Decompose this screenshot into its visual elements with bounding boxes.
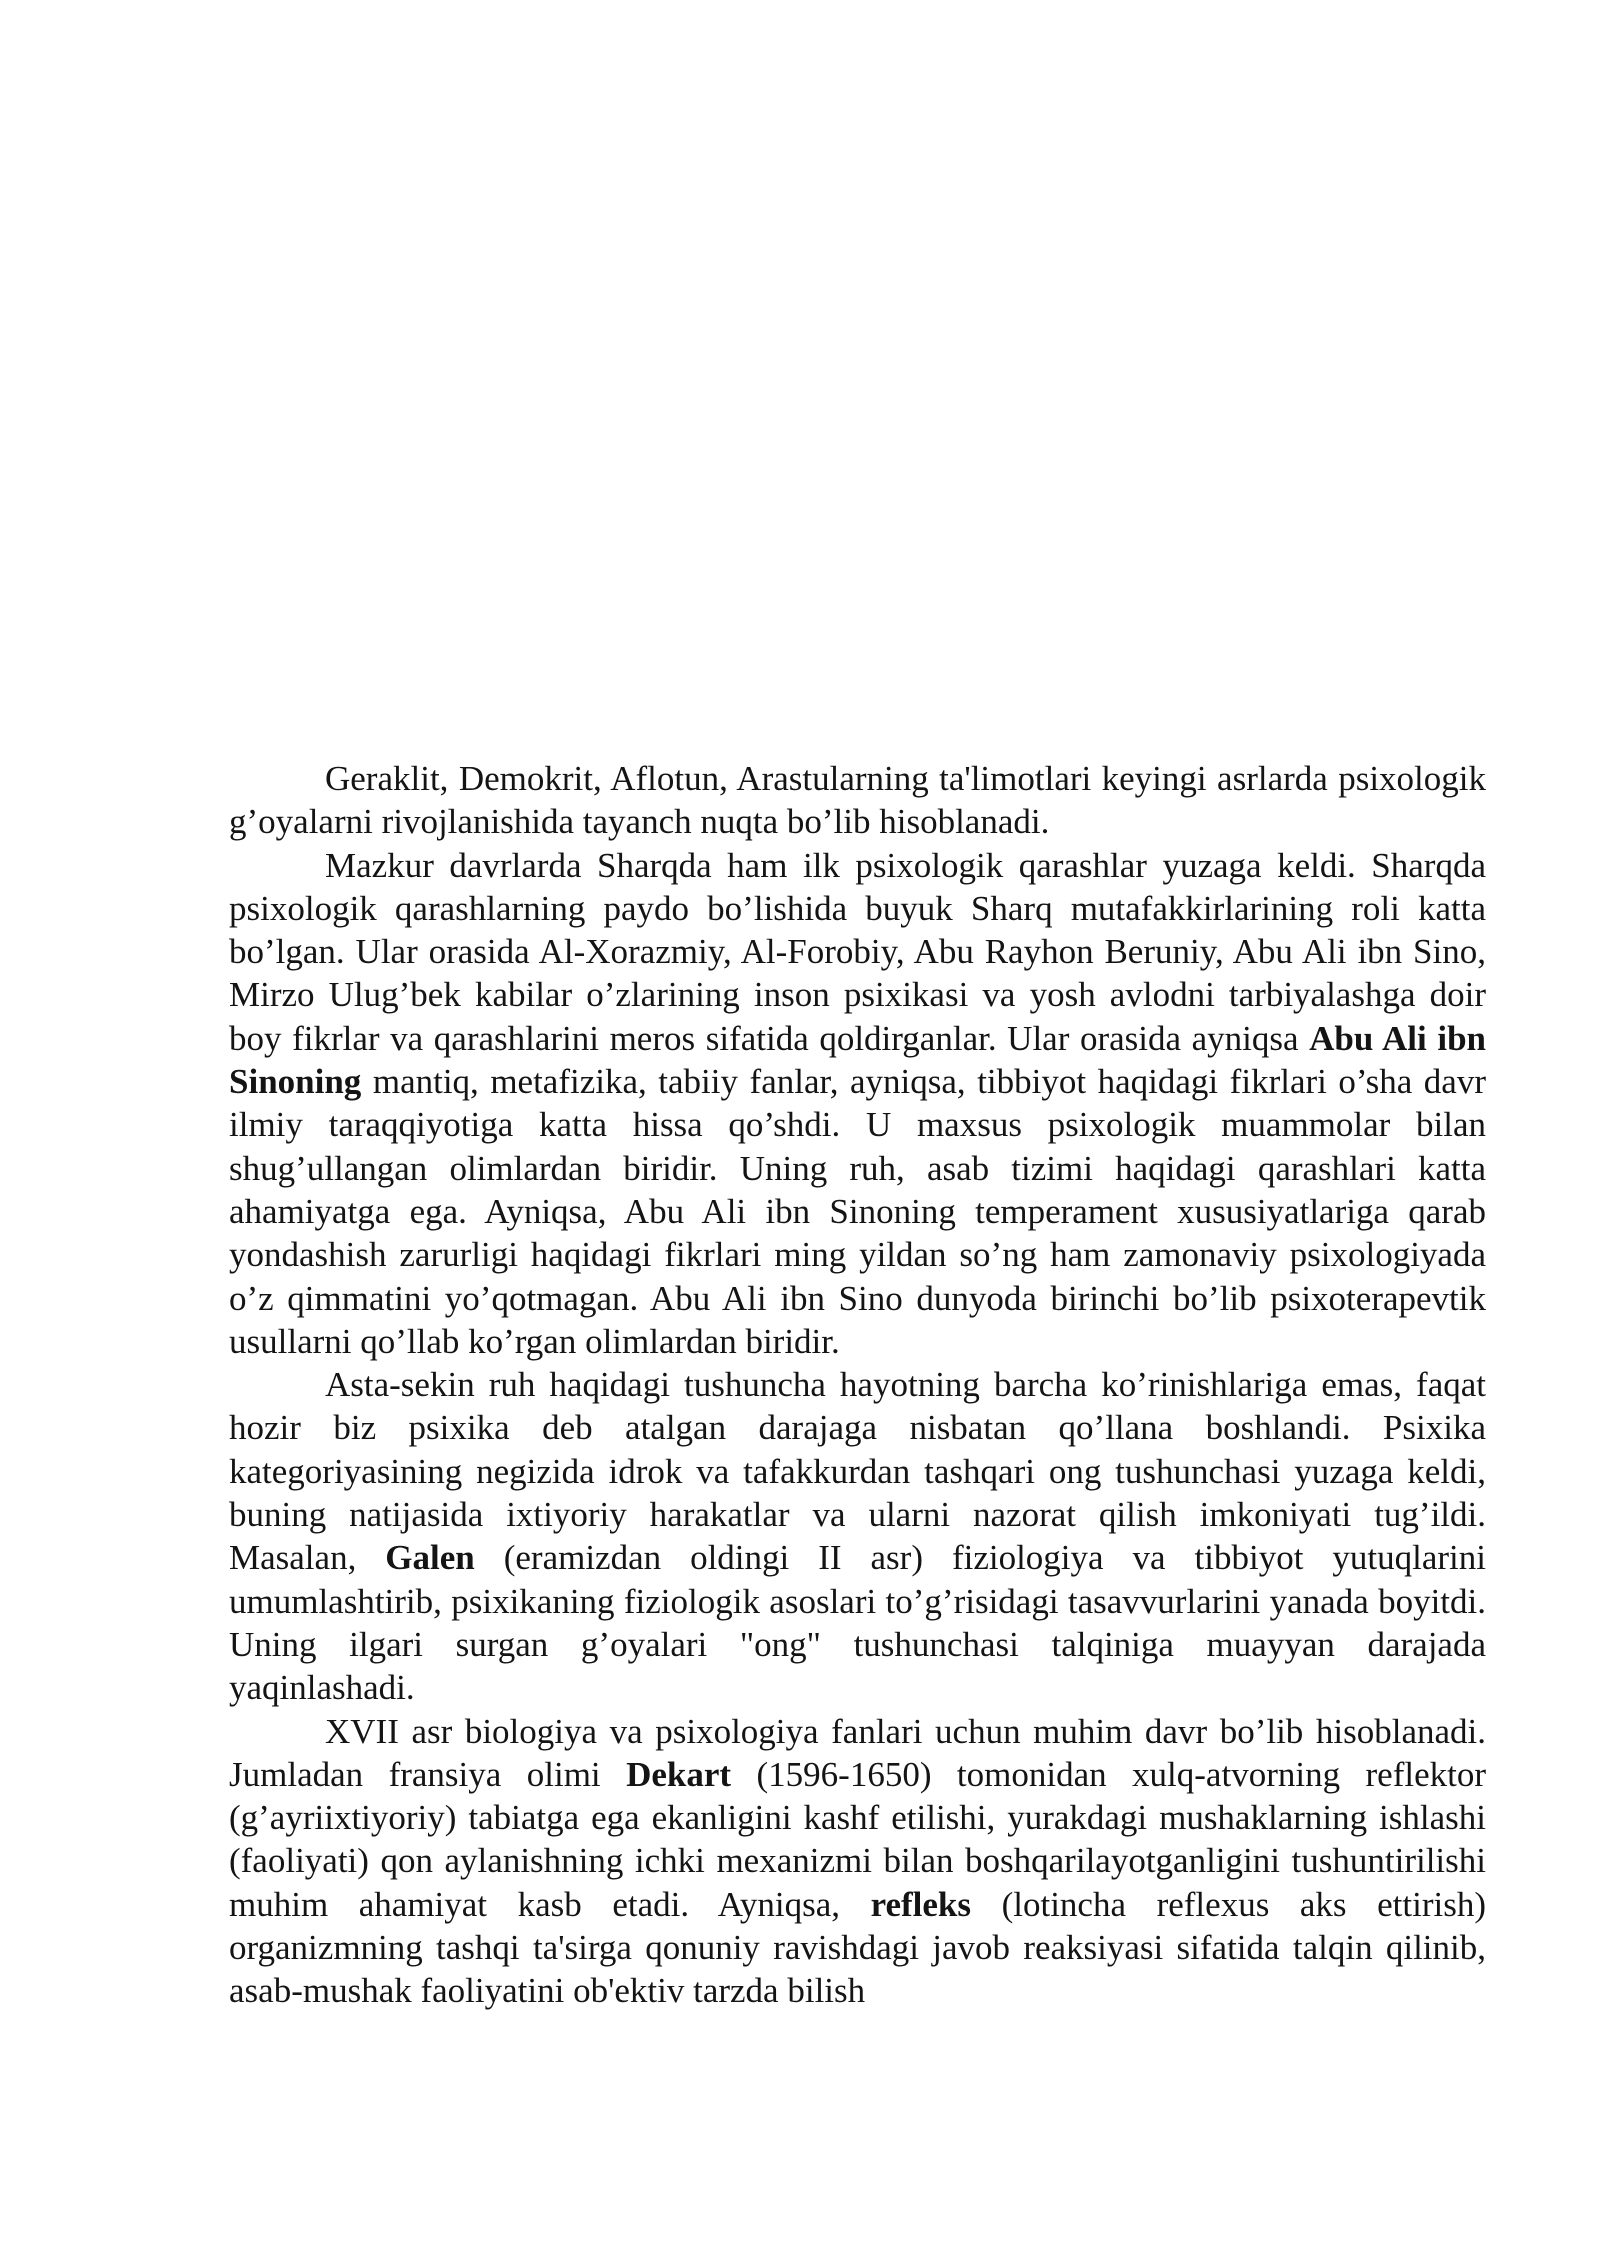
bold-term-galen: Galen	[385, 1538, 475, 1578]
paragraph-text: (1596-1650) tomonidan xulq-atvorning reflektor (g’ayriixtiyoriy) tabiatga ega ekanligini kashf etilishi, yurakdagi mushaklarning ishlashi (faoliyati) qon aylanishning ichki mexanizmi bilan boshqarilayotganligini tushuntirilishi muhim ahamiyat kasb etadi. Ayniqsa,	[229, 1754, 1486, 1924]
paragraph-3	[229, 1363, 1486, 1709]
paragraph-4	[229, 1710, 1486, 2013]
paragraph-2	[229, 844, 1486, 1364]
paragraph-text: (lotincha reflexus aks ettirish) organizmning tashqi ta'sirga qonuniy ravishdagi javob reaksiyasi sifatida talqin qilinib, asab-mushak faoliyatini ob'ektiv tarzda bilish	[229, 1884, 1487, 2011]
paragraph-text: Geraklit, Demokrit, Aflotun, Arastularning ta'limotlari keyingi asrlarda psixologik g’oyalarni rivojlanishida tayanch nuqta bo’lib hisoblanadi.	[229, 759, 1486, 842]
bold-term-ibn-sino: Abu Ali ibn Sinoning	[229, 1018, 1487, 1102]
paragraph-text: Mazkur davrlarda Sharqda ham ilk psixologik qarashlar yuzaga keldi. Sharqda psixologik qarashlarning paydo bo’lishida buyuk Sharq mutafakkirlarining roli katta bo’lgan. Ular orasida Al-Xorazmiy, Al-Forobiy, Abu Rayhon Beruniy, Abu Ali ibn Sino, Mirzo Ulug’bek kabilar o’zlarining inson psixikasi va yosh avlodni tarbiyalashga doir boy fikrlar va qarashlarini meros sifatida qoldirganlar. Ular orasida ayniqsa	[229, 845, 1486, 1058]
paragraph-1	[229, 757, 1486, 844]
paragraph-text: XVII asr biologiya va psixologiya fanlari uchun muhim davr bo’lib hisoblanadi. Jumladan fransiya olimi	[229, 1711, 1486, 1794]
bold-term-refleks: refleks	[870, 1884, 972, 1924]
paragraph-text: (eramizdan oldingi II asr) fiziologiya va tibbiyot yutuqlarini umumlashtirib, psixikaning fiziologik asoslari to’g’risidagi tasavvurlarini yanada boyitdi. Uning ilgari surgan g’oyalari "ong" tushunchasi talqiniga muayyan darajada yaqinlashadi.	[229, 1538, 1486, 1708]
paragraph-text: Asta-sekin ruh haqidagi tushuncha hayotning barcha ko’rinishlariga emas, faqat hozir biz psixika deb atalgan darajaga nisbatan qo’llana boshlandi. Psixika kategoriyasining negizida idrok va tafakkurdan tashqari ong tushunchasi yuzaga keldi, buning natijasida ixtiyoriy harakatlar va ularni nazorat qilish imkoniyati tug’ildi. Masalan,	[229, 1365, 1486, 1578]
paragraph-text: mantiq, metafizika, tabiiy fanlar, ayniqsa, tibbiyot haqidagi fikrlari o’sha davr ilmiy taraqqiyotiga katta hissa qo’shdi. U maxsus psixologik muammolar bilan shug’ullangan olimlardan biridir. Uning ruh, asab tizimi haqidagi qarashlari katta ahamiyatga ega. Ayniqsa, Abu Ali ibn Sinoning temperament xususiyatlariga qarab yondashish zarurligi haqidagi fikrlari ming yildan so’ng ham zamonaviy psixologiyada o’z qimmatini yo’qotmagan. Abu Ali ibn Sino dunyoda birinchi bo’lib psixoterapevtik usullarni qo’llab ko’rgan olimlardan biridir.	[229, 1062, 1486, 1361]
bold-term-dekart: Dekart	[626, 1754, 732, 1794]
body-text	[229, 757, 1486, 2013]
